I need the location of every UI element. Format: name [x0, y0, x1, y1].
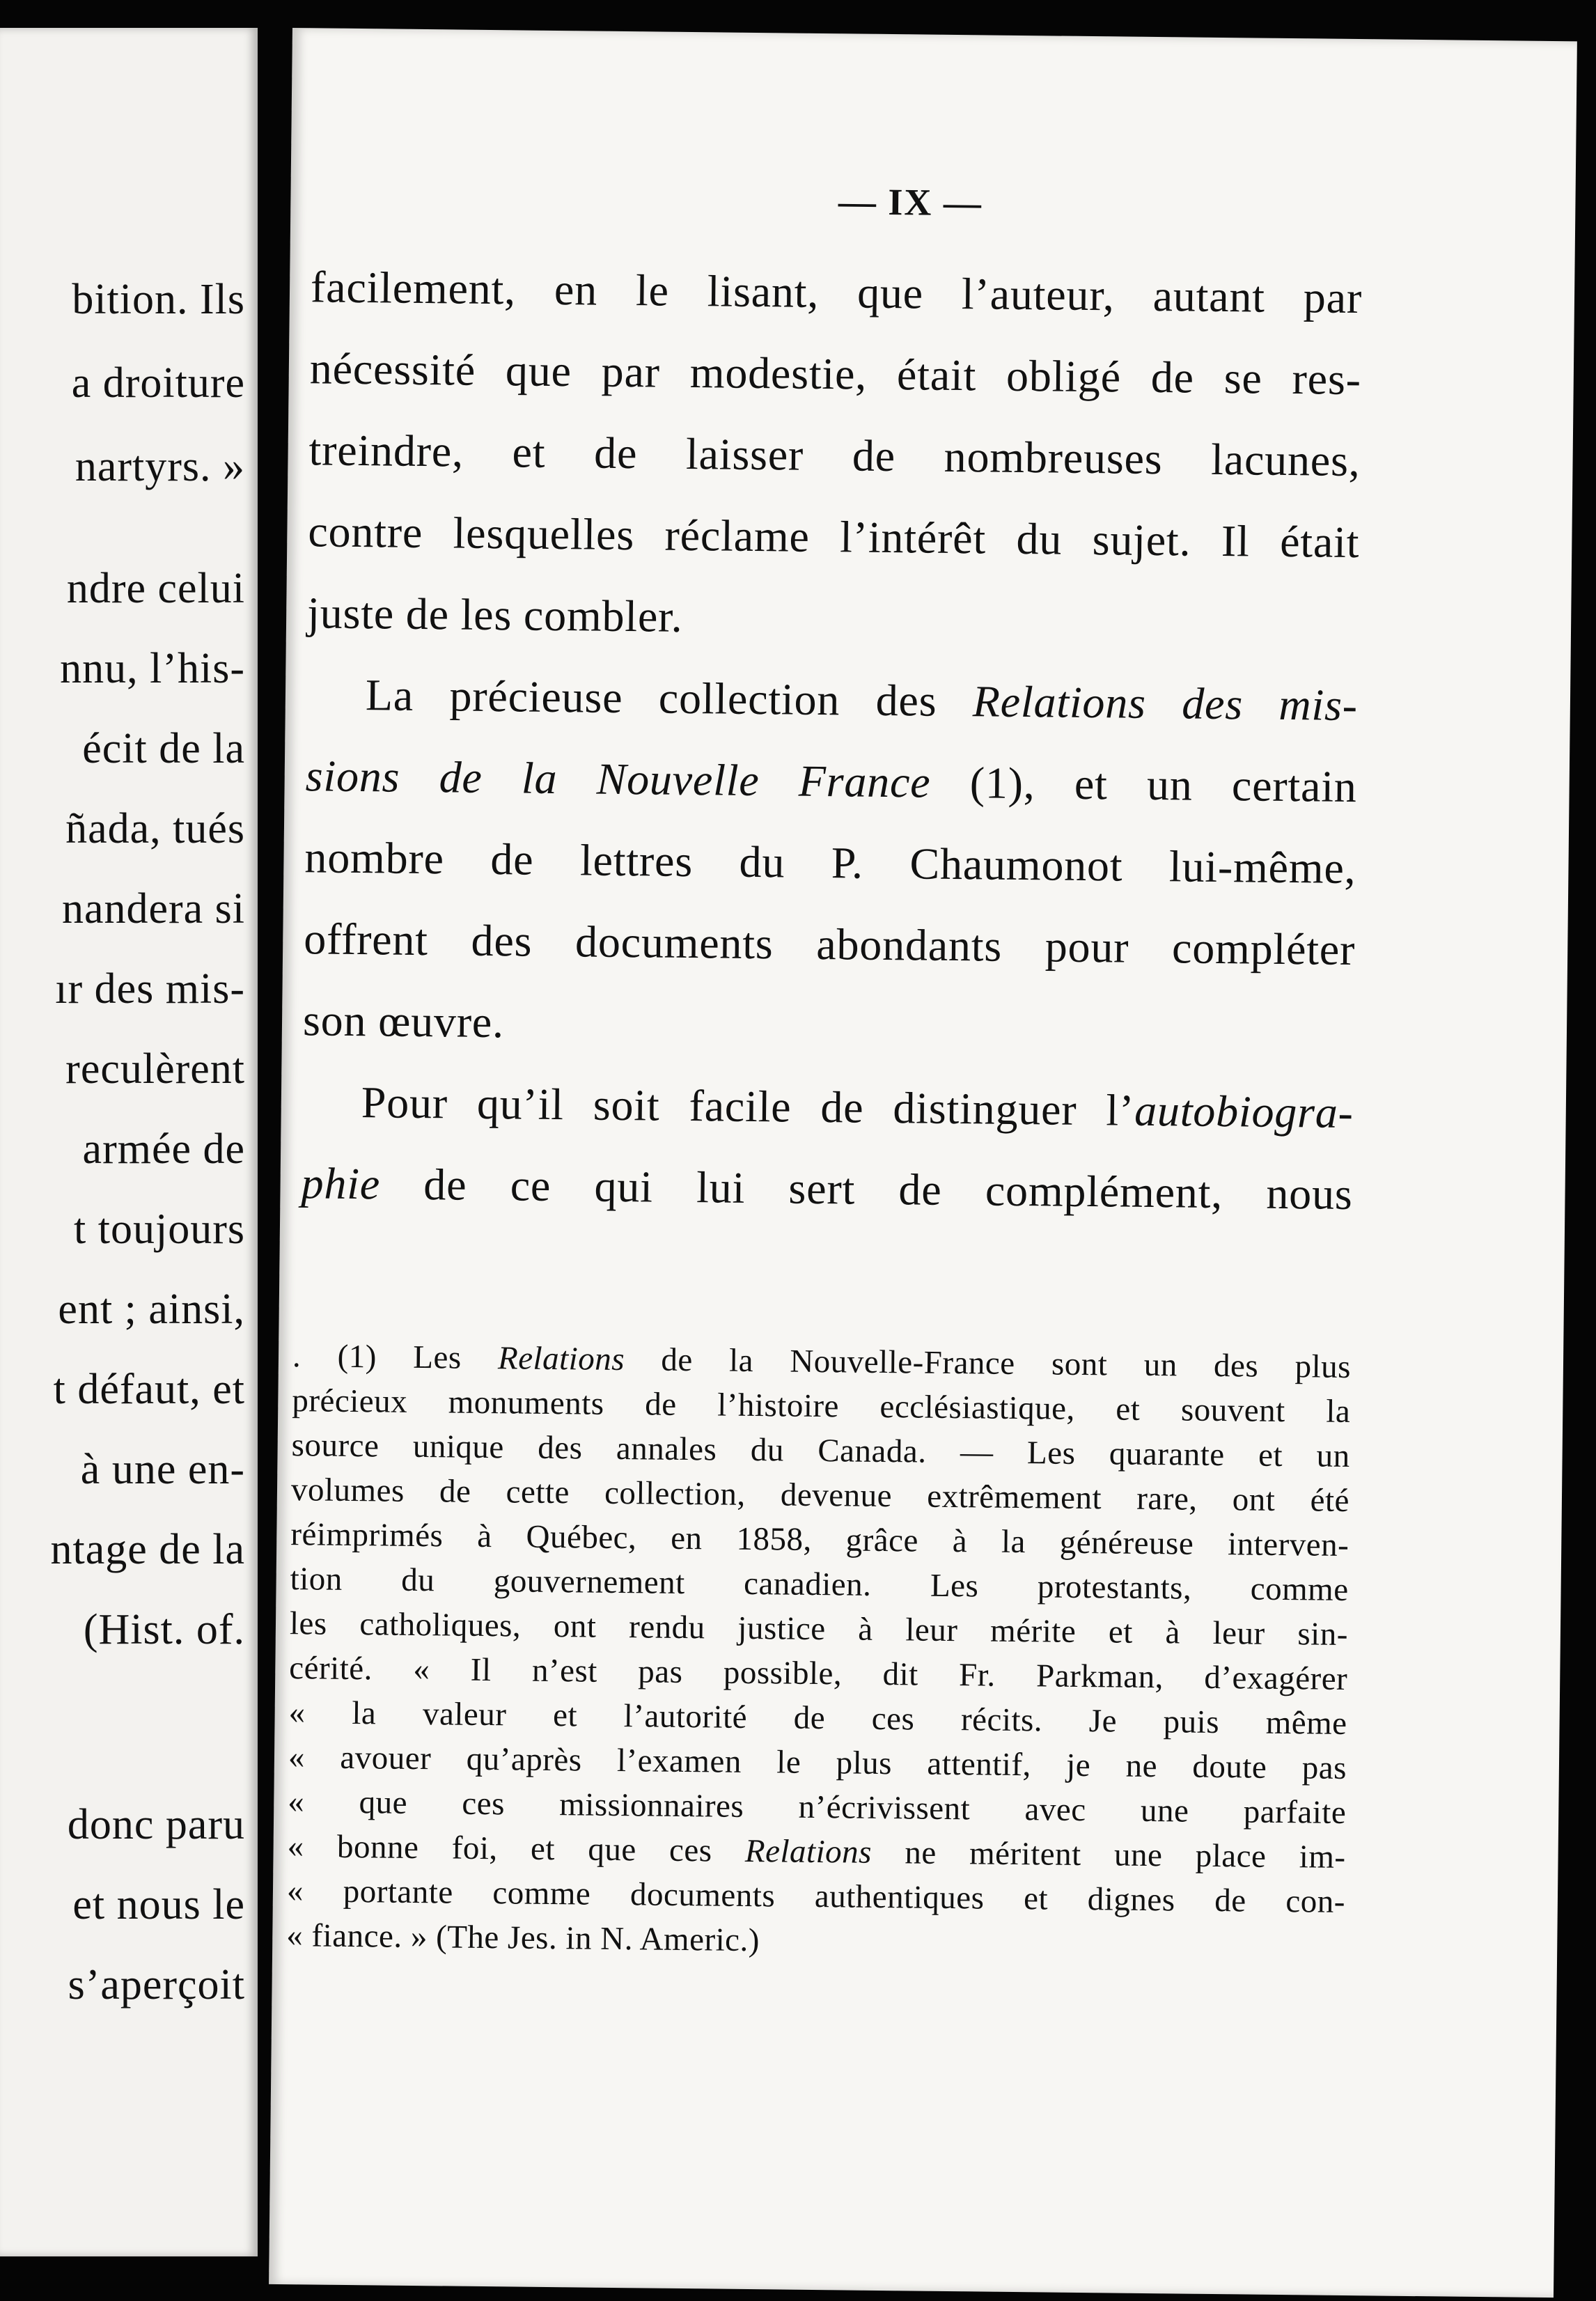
footnote-line: précieux monuments de l’histoire ecclésiastique, et souvent la: [292, 1382, 1351, 1430]
left-text-line: t toujours: [74, 1206, 245, 1253]
page-number: — IX —: [838, 180, 983, 224]
body-line: [305, 750, 1357, 813]
footnote-line: « avouer qu’après l’examen le plus attentif, je ne doute pas: [288, 1739, 1347, 1786]
footnote-line: cérité. « Il n’est pas possible, dit Fr. Parkman, d’exagérer: [289, 1650, 1348, 1697]
footnote-line: tion du gouvernement canadien. Les protestants, comme: [290, 1561, 1349, 1609]
body-line: facilement, en le lisant, que l’auteur, autant par: [310, 262, 1363, 323]
body-line: [301, 1157, 1353, 1220]
body-text: La précieuse collection des: [365, 670, 973, 726]
footnote-line: volumes de cette collection, devenue extrêmement rare, ont été: [290, 1472, 1350, 1520]
footnote-line: [292, 1337, 1351, 1386]
italic-title: sions de la Nouvelle France: [305, 751, 931, 807]
left-text-line: ır des mis-: [55, 965, 245, 1013]
left-text-line: nandera si: [61, 885, 245, 933]
left-text-line: (Hist. of.: [83, 1606, 245, 1653]
body-text: de ce qui lui sert de complément, nous: [380, 1159, 1353, 1219]
footnote-line: [287, 1827, 1345, 1876]
left-text-line: ñada, tués: [65, 805, 245, 852]
footnote-text: . (1) Les: [292, 1338, 499, 1377]
left-page-fragment: [0, 28, 258, 2256]
body-line: treindre, et de laisser de nombreuses lacunes,: [308, 425, 1361, 486]
left-text-line: t défaut, et: [53, 1366, 245, 1413]
body-line: juste de les combler.: [306, 588, 683, 641]
body-line: nombre de lettres du P. Chaumonot lui-même,: [304, 832, 1356, 894]
footnote-text: ne méritent une place im-: [871, 1834, 1346, 1875]
footnote-line: source unique des annales du Canada. — Les quarante et un: [291, 1427, 1350, 1475]
left-text-line: reculèrent: [65, 1045, 245, 1093]
body-line: contre lesquelles réclame l’intérêt du sujet. Il était: [308, 506, 1360, 568]
left-text-line: nartyrs. »: [75, 443, 245, 490]
body-line: nécessité que par modestie, était obligé de se res-: [309, 343, 1362, 405]
body-text: Pour qu’il soit facile de distinguer l’: [361, 1077, 1135, 1135]
footnote-line: « fiance. » (The Jes. in N. Americ.): [286, 1917, 760, 1959]
italic-title: Relations des mis-: [972, 676, 1359, 731]
italic-word: autobiogra-: [1134, 1085, 1354, 1138]
footnote-line: « portante comme documents authentiques et dignes de con-: [286, 1873, 1346, 1920]
left-text-line: à une en-: [80, 1446, 245, 1493]
footnote-text: « bonne foi, et que ces: [287, 1828, 746, 1869]
italic-word: phie: [301, 1158, 381, 1209]
left-text-line: armée de: [82, 1125, 245, 1173]
left-text-line: bition. Ils: [72, 276, 245, 323]
body-line: [366, 669, 1359, 731]
footnote-line: réimprimés à Québec, en 1858, grâce à la généreuse interven-: [290, 1516, 1349, 1564]
left-text-line: ntage de la: [50, 1526, 245, 1573]
left-text-line: a droiture: [71, 359, 245, 407]
left-text-line: s’aperçoit: [68, 1961, 245, 2008]
left-text-line: donc paru: [67, 1801, 245, 1848]
footnote-line: les catholiques, ont rendu justice à leur mérite et à leur sin-: [289, 1605, 1349, 1653]
body-text: (1), et un certain: [930, 757, 1358, 812]
right-page: [269, 28, 1577, 2298]
footnote-line: « la valeur et l’autorité de ces récits. Je puis même: [288, 1694, 1347, 1742]
footnote-italic: Relations: [744, 1832, 873, 1871]
body-line: son œuvre.: [302, 995, 505, 1047]
left-text-line: et nous le: [72, 1881, 245, 1928]
left-text-line: nnu, l’his-: [60, 645, 245, 692]
left-text-line: ent ; ainsi,: [58, 1286, 245, 1333]
left-text-line: ndre celui: [66, 565, 245, 612]
left-text-line: écit de la: [82, 725, 245, 772]
footnote-text: de la Nouvelle-France sont un des plus: [624, 1341, 1352, 1386]
footnote-italic: Relations: [497, 1340, 625, 1378]
body-line: [361, 1077, 1354, 1139]
body-line: offrent des documents abondants pour compléter: [303, 914, 1356, 975]
footnote-line: « que ces missionnaires n’écrivissent avec une parfaite: [288, 1784, 1347, 1831]
